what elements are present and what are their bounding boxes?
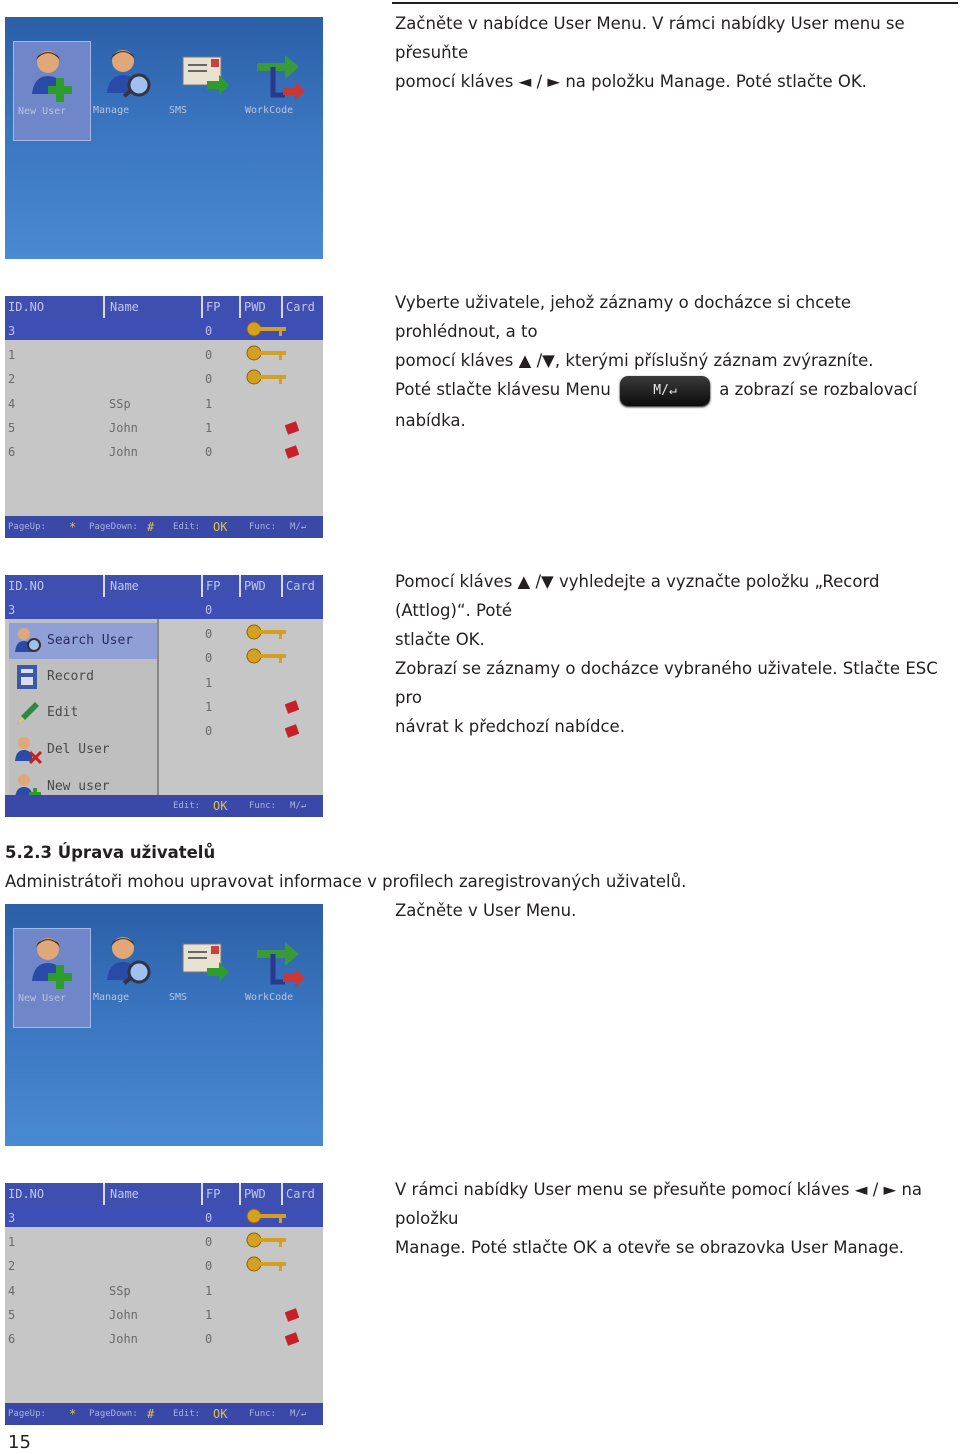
step-5-text — [395, 1175, 960, 1262]
workcode-icon — [255, 934, 305, 990]
card-icon — [285, 724, 299, 738]
card-icon — [285, 1308, 299, 1322]
key-icon — [245, 368, 289, 386]
key-icon — [245, 320, 289, 338]
table-header — [5, 575, 323, 597]
step-3-text — [395, 567, 960, 741]
table-footer: Edit: OK Func: M/↵ — [5, 795, 323, 817]
col-fp: FP — [203, 575, 241, 597]
menu-label: SMS — [169, 105, 188, 116]
key-icon — [245, 344, 289, 362]
table-row[interactable]: 3 0 — [8, 1211, 213, 1225]
menu-label: Manage — [93, 992, 130, 1003]
table-row[interactable]: 1 — [205, 676, 213, 690]
table-row[interactable]: 3 0 — [8, 603, 213, 617]
key-icon — [245, 1207, 289, 1225]
table-footer: PageUp: * PageDown: # Edit: OK Func: M/↵ — [5, 516, 323, 538]
new-user-icon — [28, 48, 78, 104]
menu-tile-manage[interactable] — [89, 41, 165, 139]
table-row[interactable]: 5 John 1 — [8, 1308, 213, 1322]
menu-key: M/↵ — [620, 376, 710, 406]
menu-label: WorkCode — [245, 105, 294, 116]
table-row[interactable]: 4 SSp 1 — [8, 1284, 213, 1298]
step-3-line: Zobrazí se záznamy o docházce vybraného uživatele. Stlačte ESC pro — [395, 659, 938, 707]
top-rule — [392, 2, 958, 4]
workcode-icon — [255, 47, 305, 103]
manage-icon — [103, 934, 153, 990]
table-row[interactable]: 3 0 — [8, 324, 213, 338]
step-3-line: Pomocí kláves ▲ /▼ vyhledejte a vyznačte položku „Record (Attlog)“. Poté — [395, 572, 880, 620]
menu-tile-sms[interactable] — [165, 41, 241, 139]
col-pwd: PWD — [241, 575, 283, 597]
user-table-popup-screen — [5, 575, 323, 817]
table-row[interactable]: 1 0 — [8, 348, 213, 362]
table-row[interactable]: 4 SSp 1 — [8, 397, 213, 411]
col-id: ID.NO — [5, 575, 105, 597]
col-name: Name — [107, 1183, 203, 1205]
table-row[interactable]: 1 0 — [8, 1235, 213, 1249]
step-1-line: pomocí kláves ◄ / ► na položku Manage. Poté stlačte OK. — [395, 72, 867, 91]
popup-item-del-user[interactable]: Del User — [9, 732, 157, 768]
table-row[interactable]: 6 John 0 — [8, 445, 213, 459]
delete-user-icon — [13, 735, 43, 765]
card-icon — [285, 1332, 299, 1346]
step-3-line: stlačte OK. — [395, 630, 485, 649]
table-row[interactable]: 0 — [205, 627, 213, 641]
table-row[interactable]: 2 0 — [8, 372, 213, 386]
key-icon — [245, 647, 289, 665]
table-row[interactable]: 2 0 — [8, 1259, 213, 1273]
card-icon — [285, 421, 299, 435]
table-header — [5, 1183, 323, 1205]
table-row[interactable]: 5 John 1 — [8, 421, 213, 435]
menu-tile-new-user[interactable] — [13, 41, 91, 141]
menu-label: WorkCode — [245, 992, 294, 1003]
record-icon — [13, 662, 43, 692]
col-id: ID.NO — [5, 1183, 105, 1205]
col-card: Card — [286, 579, 315, 593]
table-header — [5, 296, 323, 318]
user-table-screen-1 — [5, 296, 323, 538]
card-icon — [285, 445, 299, 459]
menu-label: Manage — [93, 105, 130, 116]
key-icon — [245, 1231, 289, 1249]
step-1-text — [395, 9, 960, 96]
col-card: Card — [286, 1187, 315, 1201]
edit-icon — [13, 698, 43, 728]
new-user-icon — [28, 935, 78, 991]
page-number: 15 — [8, 1432, 31, 1453]
step-2-text — [395, 288, 960, 435]
table-row[interactable]: 0 — [205, 651, 213, 665]
sms-icon — [179, 934, 229, 990]
search-user-icon — [13, 626, 43, 656]
col-fp: FP — [203, 1183, 241, 1205]
col-card: Card — [286, 300, 315, 314]
popup-item-edit[interactable]: Edit — [9, 695, 157, 731]
step-4-line: Začněte v User Menu. — [395, 901, 577, 920]
step-2-line: Poté stlačte klávesu Menu M/↵ a zobrazí se rozbalovací nabídka. — [395, 375, 960, 435]
step-3-line: návrat k předchozí nabídce. — [395, 717, 625, 736]
col-name: Name — [107, 296, 203, 318]
col-pwd: PWD — [241, 296, 283, 318]
step-1-line: Začněte v nabídce User Menu. V rámci nabídky User menu se přesuňte — [395, 14, 905, 62]
popup-item-search-user[interactable]: Search User — [9, 623, 157, 659]
popup-item-new-user[interactable]: New user — [9, 769, 157, 805]
table-row[interactable]: 1 — [205, 700, 213, 714]
col-pwd: PWD — [241, 1183, 283, 1205]
step-5-line: V rámci nabídky User menu se přesuňte pomocí kláves ◄ / ► na položku — [395, 1180, 923, 1228]
step-5-line: Manage. Poté stlačte OK a otevře se obrazovka User Manage. — [395, 1238, 904, 1257]
key-icon — [245, 623, 289, 641]
table-row[interactable]: 0 — [205, 724, 213, 738]
col-name: Name — [107, 575, 203, 597]
menu-tile-new-user[interactable] — [13, 928, 91, 1028]
user-table-screen-2 — [5, 1183, 323, 1425]
col-id: ID.NO — [5, 296, 105, 318]
section-heading: 5.2.3 Úprava uživatelů — [5, 843, 216, 862]
menu-label: New User — [18, 106, 67, 117]
section-intro: Administrátoři mohou upravovat informace v profilech zaregistrovaných uživatelů. — [5, 872, 687, 891]
table-row[interactable]: 6 John 0 — [8, 1332, 213, 1346]
step-2-line: pomocí kláves ▲ /▼, kterými příslušný záznam zvýrazníte. — [395, 351, 874, 370]
popup-menu — [9, 619, 159, 809]
menu-tile-manage[interactable] — [89, 928, 165, 1026]
col-fp: FP — [203, 296, 241, 318]
card-icon — [285, 700, 299, 714]
popup-item-record[interactable]: Record — [9, 659, 157, 695]
key-icon — [245, 1255, 289, 1273]
sms-icon — [179, 47, 229, 103]
menu-label: New User — [18, 993, 67, 1004]
user-menu-screen-2 — [5, 904, 323, 1146]
menu-tile-workcode[interactable] — [241, 41, 317, 139]
step-4-text — [395, 896, 576, 925]
step-2-line: Vyberte uživatele, jehož záznamy o docházce si chcete prohlédnout, a to — [395, 293, 852, 341]
manage-icon — [103, 47, 153, 103]
table-footer: PageUp: * PageDown: # Edit: OK Func: M/↵ — [5, 1403, 323, 1425]
menu-label: SMS — [169, 992, 188, 1003]
menu-tile-sms[interactable] — [165, 928, 241, 1026]
menu-tile-workcode[interactable] — [241, 928, 317, 1026]
user-menu-screen-1 — [5, 17, 323, 259]
